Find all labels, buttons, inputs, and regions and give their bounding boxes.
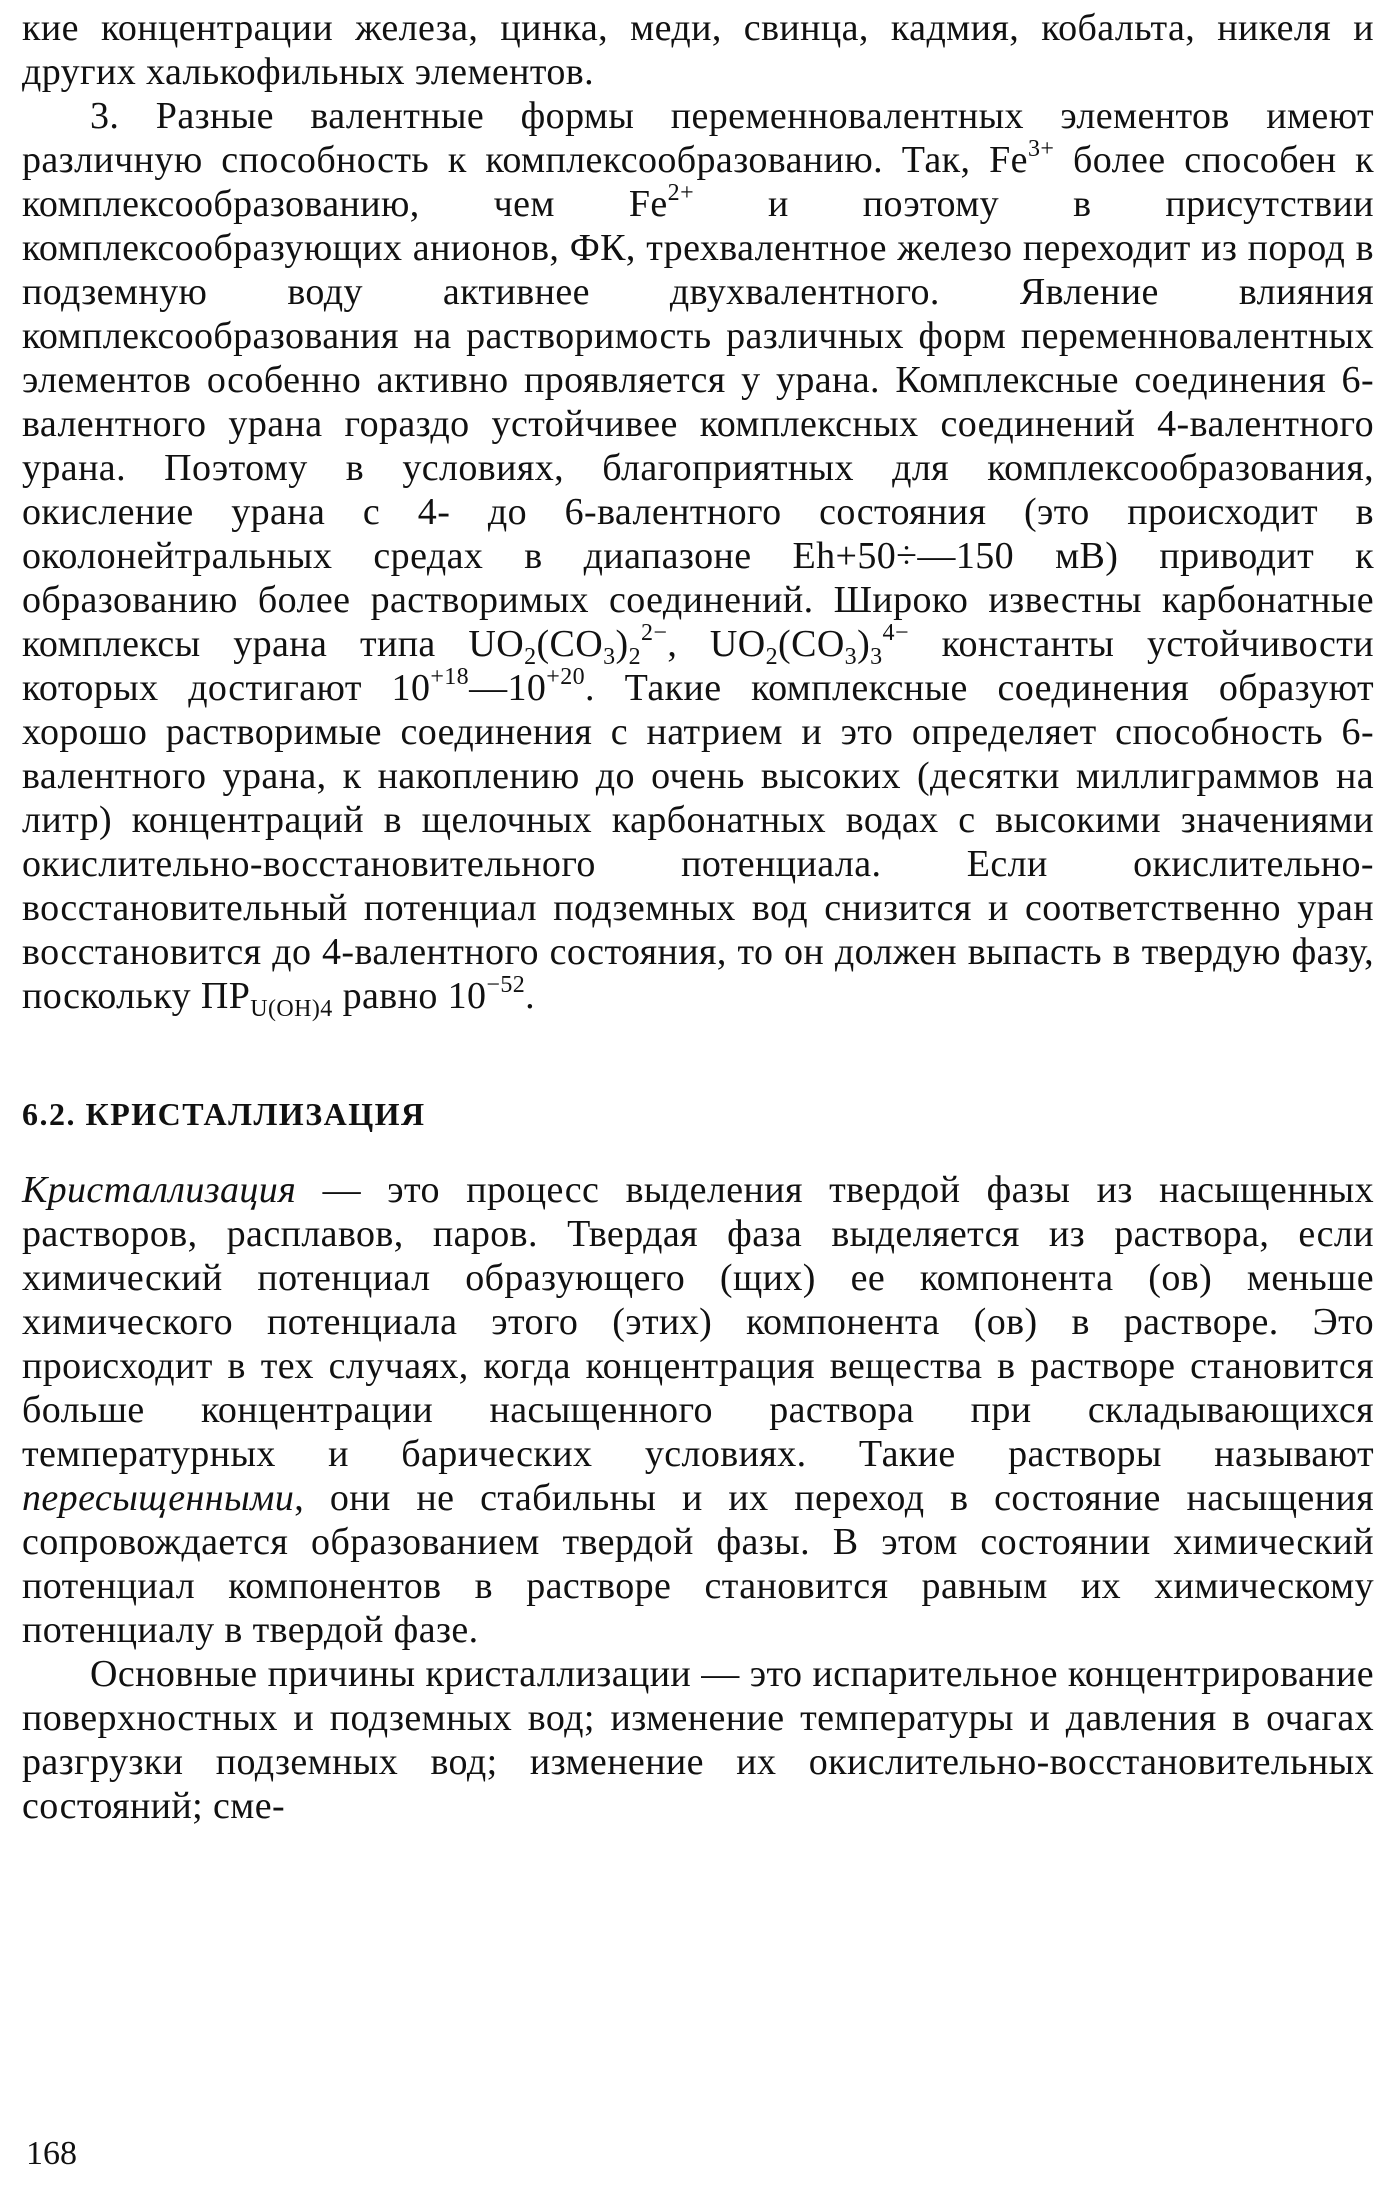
subscript-run: 3 bbox=[870, 644, 883, 670]
text-run: . bbox=[525, 975, 536, 1017]
superscript-run: +20 bbox=[546, 664, 586, 690]
superscript-run: 4− bbox=[882, 620, 909, 646]
subscript-run: 2 bbox=[765, 644, 779, 670]
paragraph-crystallization-definition bbox=[22, 1168, 1374, 1652]
text-run: ) bbox=[857, 623, 871, 665]
paragraph-crystallization-causes bbox=[22, 1652, 1374, 1828]
text-run: —10 bbox=[469, 667, 547, 709]
text-run: — это процесс выделения твердой фазы из насыщенных растворов, расплавов, паров. Твердая фаза выделяется из раствора, если химический потенциал образующего (щих) ее компонента (ов) меньше химического потенциала этого (этих) компонента (ов) в растворе. Это происходит в тех случаях, когда концентрация вещества в растворе становится больше концентрации насыщенного раствора при складывающихся температурных и барических условиях. Такие растворы называют bbox=[22, 1169, 1374, 1475]
text-run: константы устойчивости которых достигают 10 bbox=[22, 623, 1374, 709]
superscript-run: −52 bbox=[486, 972, 526, 998]
italic-term: пересыщенными bbox=[22, 1477, 295, 1519]
superscript-run: +18 bbox=[430, 664, 470, 690]
superscript-run: 3+ bbox=[1027, 136, 1055, 162]
text-run: Основные причины кристаллизации — это испарительное концентрирование поверхностных и подземных вод; изменение температуры и давления в очагах разгрузки подземных вод; изменение их окислительно-восстановительных состояний; сме- bbox=[22, 1653, 1374, 1827]
text-run: равно 10 bbox=[332, 975, 487, 1017]
text-run: 6.2. КРИСТАЛЛИЗАЦИЯ bbox=[22, 1096, 426, 1132]
superscript-run: 2+ bbox=[667, 180, 695, 206]
italic-term: Кристаллизация bbox=[22, 1169, 297, 1211]
subscript-run: U(OH) bbox=[250, 996, 321, 1022]
text-run: ) bbox=[615, 623, 629, 665]
text-run: , UO bbox=[667, 623, 766, 665]
text-run: (CO bbox=[778, 623, 845, 665]
subscript-run: 2 bbox=[524, 644, 537, 670]
subscript-run: 2 bbox=[628, 644, 641, 670]
paragraph-complexation bbox=[22, 94, 1375, 1022]
subscript-run: 3 bbox=[844, 644, 858, 670]
text-run: и поэтому в присутствии комплексообразующих анионов, ФК, трехвалентное железо переходит из пород в подземную воду активнее двухвалентного. Явление влияния комплексообразования на растворимость различных форм переменновалентных элементов особенно активно проявляется у урана. Комплексные соединения 6-валентного урана гораздо устойчивее комплексных соединений 4-валентного урана. Поэтому в условиях, благоприятных для комплексообразования, окисление урана с 4- до 6-валентного состояния (это происходит в околонейтральных средах в диапазоне Eh+50÷—150 мВ) приводит к образованию более растворимых соединений. Широко известны карбонатные комплексы урана типа UO bbox=[22, 183, 1374, 665]
subscript-run: 3 bbox=[603, 644, 616, 670]
text-run: (CO bbox=[536, 623, 604, 665]
page-body bbox=[22, 6, 1374, 1828]
page-number: 168 bbox=[26, 2135, 77, 2172]
paragraph-continued bbox=[22, 6, 1374, 94]
subscript-run: 4 bbox=[320, 996, 333, 1022]
text-run: 3. Разные валентные формы переменновалентных элементов имеют различную способность к комплексообразованию. Так, Fe bbox=[22, 95, 1374, 181]
section-heading bbox=[22, 1094, 1374, 1134]
text-run: кие концентрации железа, цинка, меди, свинца, кадмия, кобальта, никеля и других халькофильных элементов. bbox=[22, 7, 1374, 93]
text-run: , они не стабильны и их переход в состояние насыщения сопровождается образованием твердой фазы. В этом состоянии химический потенциал компонентов в растворе становится равным их химическому потенциалу в твердой фазе. bbox=[22, 1477, 1374, 1651]
text-run: . Такие комплексные соединения образуют хорошо растворимые соединения с натрием и это определяет способность 6-валентного урана, к накоплению до очень высоких (десятки миллиграммов на литр) концентраций в щелочных карбонатных водах с высокими значениями окислительно-восстановительного потенциала. Если окислительно-восстановительный потенциал подземных вод снизится и соответственно уран восстановится до 4-валентного состояния, то он должен выпасть в твердую фазу, поскольку ПР bbox=[22, 667, 1374, 1017]
superscript-run: 2− bbox=[641, 620, 668, 646]
text-run: более способен к комплексообразованию, чем Fe bbox=[22, 139, 1375, 225]
